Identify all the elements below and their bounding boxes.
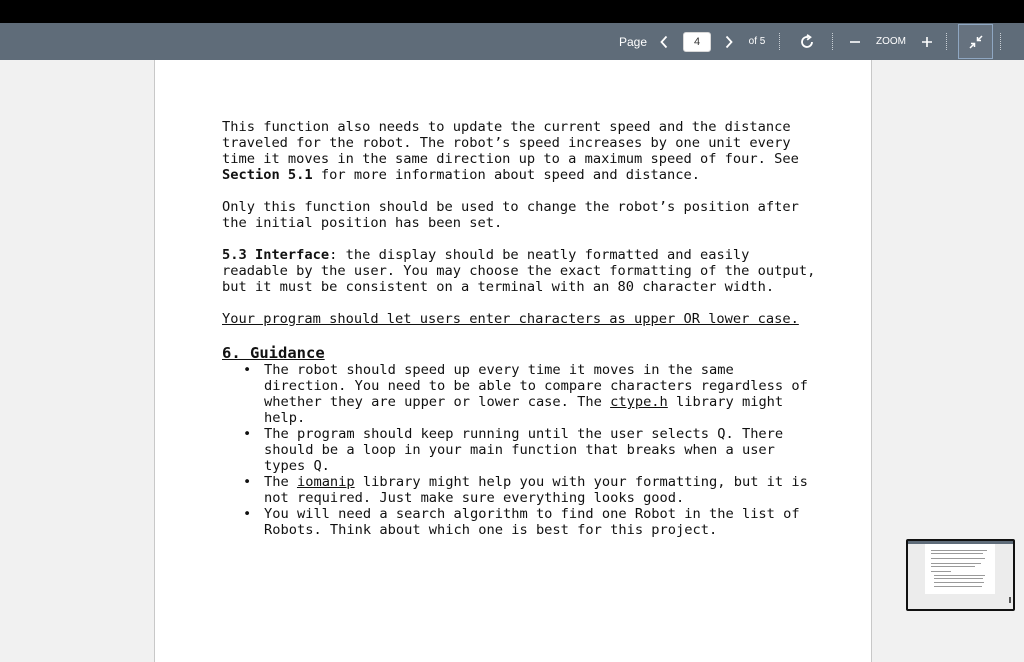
ctype-library-link[interactable]: ctype.h [610, 394, 668, 410]
exit-fullscreen-icon [968, 34, 984, 50]
section-reference: Section 5.1 [222, 167, 313, 183]
chevron-right-icon [724, 35, 734, 49]
paragraph-speed-distance [222, 119, 822, 183]
paragraph-interface [222, 247, 822, 295]
paragraph-text: : the display should be neatly formatted and easily readable by the user. You may choose the exact formatting of the output, but it must be consistent on a terminal with an 80 character width. [222, 247, 816, 295]
rotate-button[interactable] [793, 23, 821, 60]
section-heading-guidance: 6. Guidance [222, 344, 325, 362]
section-heading-inline: 5.3 Interface [222, 247, 330, 263]
thumbnail-scroll-indicator [1009, 597, 1011, 603]
bullet: • [243, 426, 252, 442]
list-item-text: The program should keep running until the user selects Q. There should be a loop in your main function that breaks when a user types Q. [264, 426, 784, 474]
paragraph-text: for more information about speed and distance. [312, 167, 700, 183]
page-number-field[interactable] [682, 23, 712, 60]
exit-fullscreen-button[interactable] [958, 24, 993, 59]
rotate-icon [798, 33, 816, 51]
list-item-text: You will need a search algorithm to find one Robot in the list of Robots. Think about which one is best for this project. [264, 506, 800, 538]
page-total-label: of 5 [748, 36, 766, 47]
window-top-bar [0, 0, 1024, 23]
list-item [222, 362, 822, 426]
bullet: • [243, 474, 252, 490]
pdf-page [154, 60, 872, 662]
thumbnail-page [925, 544, 995, 594]
paragraph-position: Only this function should be used to change the robot’s position after the initial position has been set. [222, 199, 799, 231]
list-item-text: The robot should speed up every time it moves in the same direction. You need to be able to compare characters regardless of whether they are upper or lower case. The [264, 362, 808, 410]
pdf-toolbar [0, 23, 1024, 60]
toolbar-divider [779, 33, 780, 50]
minus-icon [848, 35, 862, 49]
paragraph-text: This function also needs to update the current speed and the distance traveled for the robot. The robot’s speed increases by one unit every time it moves in the same direction up to a maximum speed of four. See [222, 119, 799, 167]
page-number-input[interactable] [683, 32, 711, 52]
bullet: • [243, 362, 252, 378]
chevron-left-icon [659, 35, 669, 49]
plus-icon [920, 35, 934, 49]
list-item [222, 474, 822, 506]
iomanip-library-link[interactable]: iomanip [296, 474, 355, 490]
page-content [222, 119, 822, 538]
page-thumbnail-preview[interactable] [906, 539, 1015, 611]
paragraph-case-note: Your program should let users enter characters as upper OR lower case. [222, 311, 799, 327]
bullet: • [243, 506, 252, 522]
list-item [222, 506, 822, 538]
toolbar-divider [1000, 33, 1001, 50]
next-page-button[interactable] [717, 23, 741, 60]
list-item-text: library might help. [264, 394, 784, 426]
page-label: Page [618, 34, 648, 49]
list-item-text: library might help you with your formatting, but it is not required. Just make sure everything looks good. [264, 474, 808, 506]
toolbar-divider [832, 33, 833, 50]
zoom-in-button[interactable] [916, 23, 938, 60]
list-item-text: The [264, 474, 297, 490]
zoom-out-button[interactable] [844, 23, 866, 60]
guidance-list [222, 362, 822, 538]
prev-page-button[interactable] [652, 23, 676, 60]
list-item [222, 426, 822, 474]
toolbar-divider [946, 33, 947, 50]
zoom-label: ZOOM [876, 36, 906, 47]
